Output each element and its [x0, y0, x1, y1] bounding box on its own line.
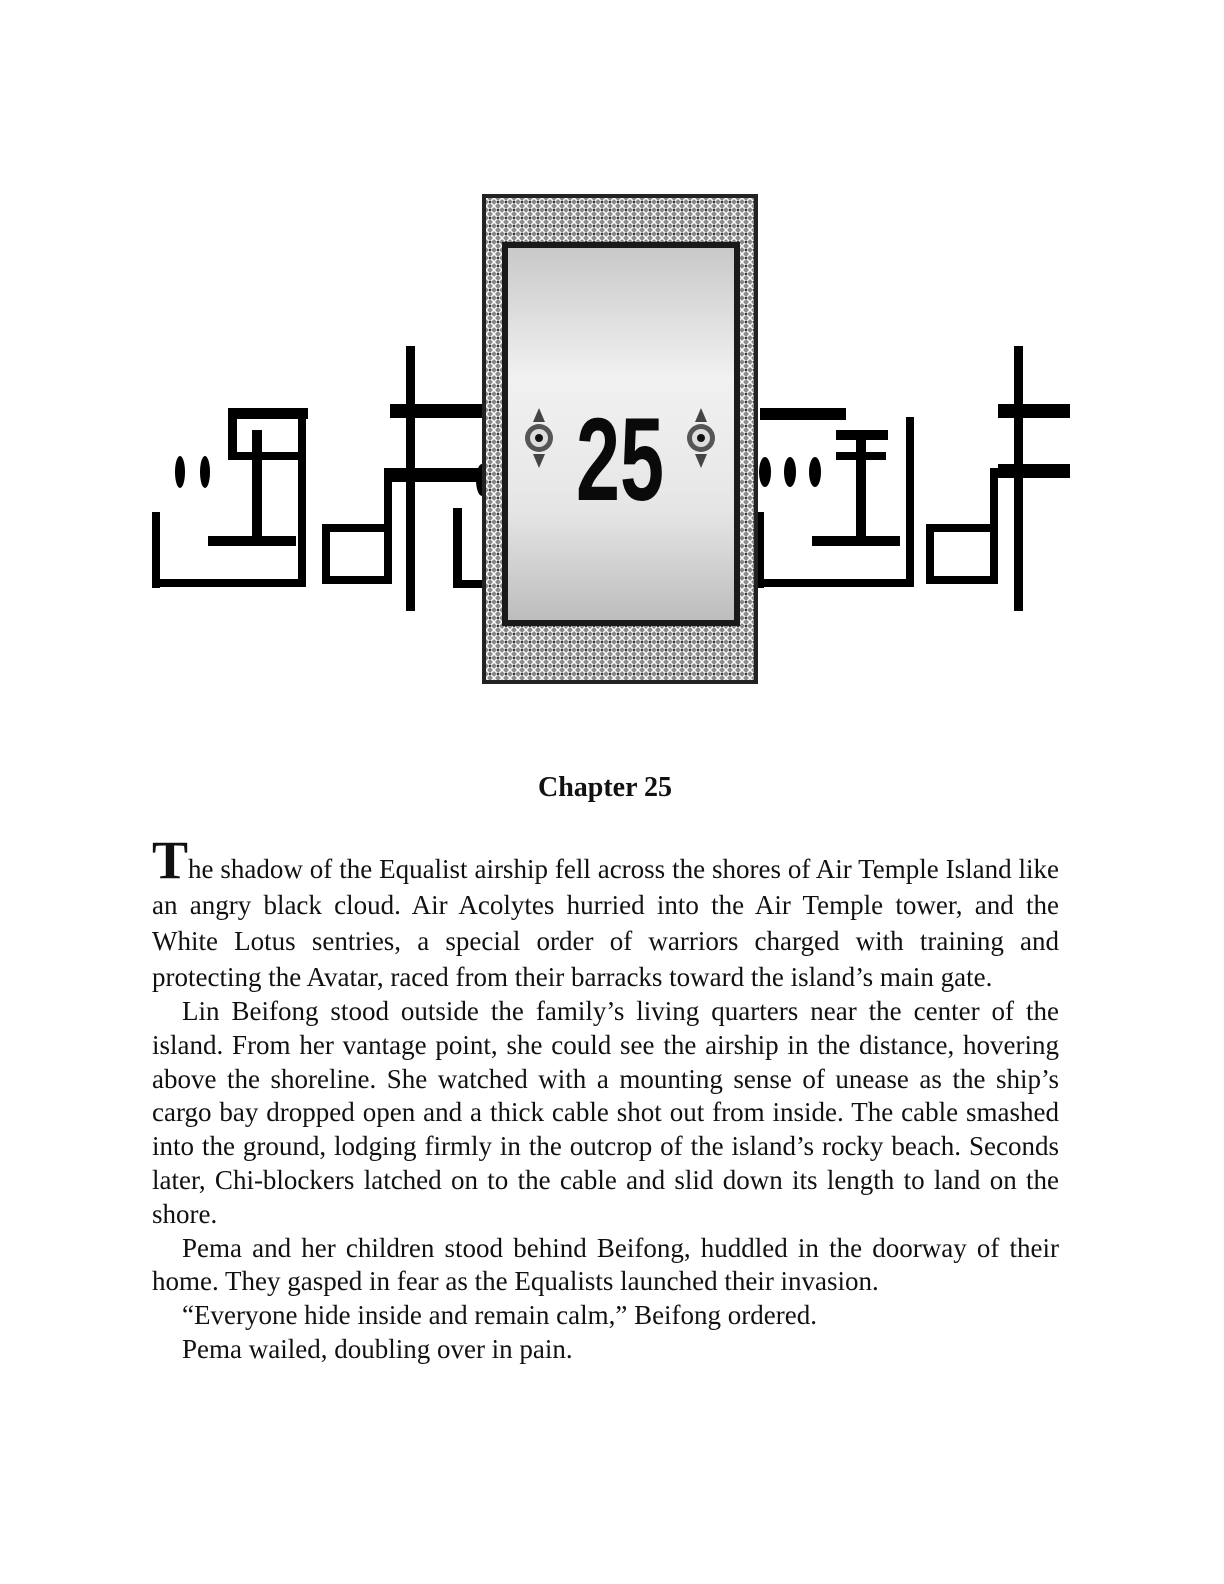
left-key-fret-ornament [152, 346, 488, 611]
chapter-title: Chapter 25 [537, 772, 673, 803]
paragraph-1-text: he shadow of the Equalist airship fell across the shores of Air Temple Island like an angry black cloud. Air Acolytes hurried into the Air Temple tower, and the White Lotus sentries, a special order of warriors charged with training and protecting the Avatar, raced from their barracks toward the island’s main gate. [152, 854, 1059, 992]
chapter-number-emblem-icon [484, 196, 756, 682]
chapter-ornament [150, 190, 1072, 690]
paragraph-3: Pema and her children stood behind Beifong, huddled in the doorway of their home. They gasped in fear as the Equalists launched their invasion. [152, 1232, 1059, 1297]
paragraph-1 [152, 830, 1059, 995]
paragraph-5: Pema wailed, doubling over in pain. [182, 1333, 573, 1364]
chapter-body [152, 830, 1059, 1367]
paragraph-2: Lin Beifong stood outside the family’s living quarters near the center of the island. From her vantage point, she could see the airship in the distance, hovering above the shoreline. She watched with a mounting sense of unease as the ship’s cargo bay dropped open and a thick cable shot out from inside. The cable smashed into the ground, lodging firmly in the outcrop of the island’s rocky beach. Seconds later, Chi-blockers latched on to the cable and slid down its length to land on the shore. [152, 996, 1059, 1229]
right-key-fret-ornament [756, 346, 1070, 611]
chapter-number: 25 [576, 394, 664, 526]
paragraph-4: “Everyone hide inside and remain calm,” Beifong ordered. [182, 1300, 818, 1331]
drop-cap: T [152, 830, 189, 890]
